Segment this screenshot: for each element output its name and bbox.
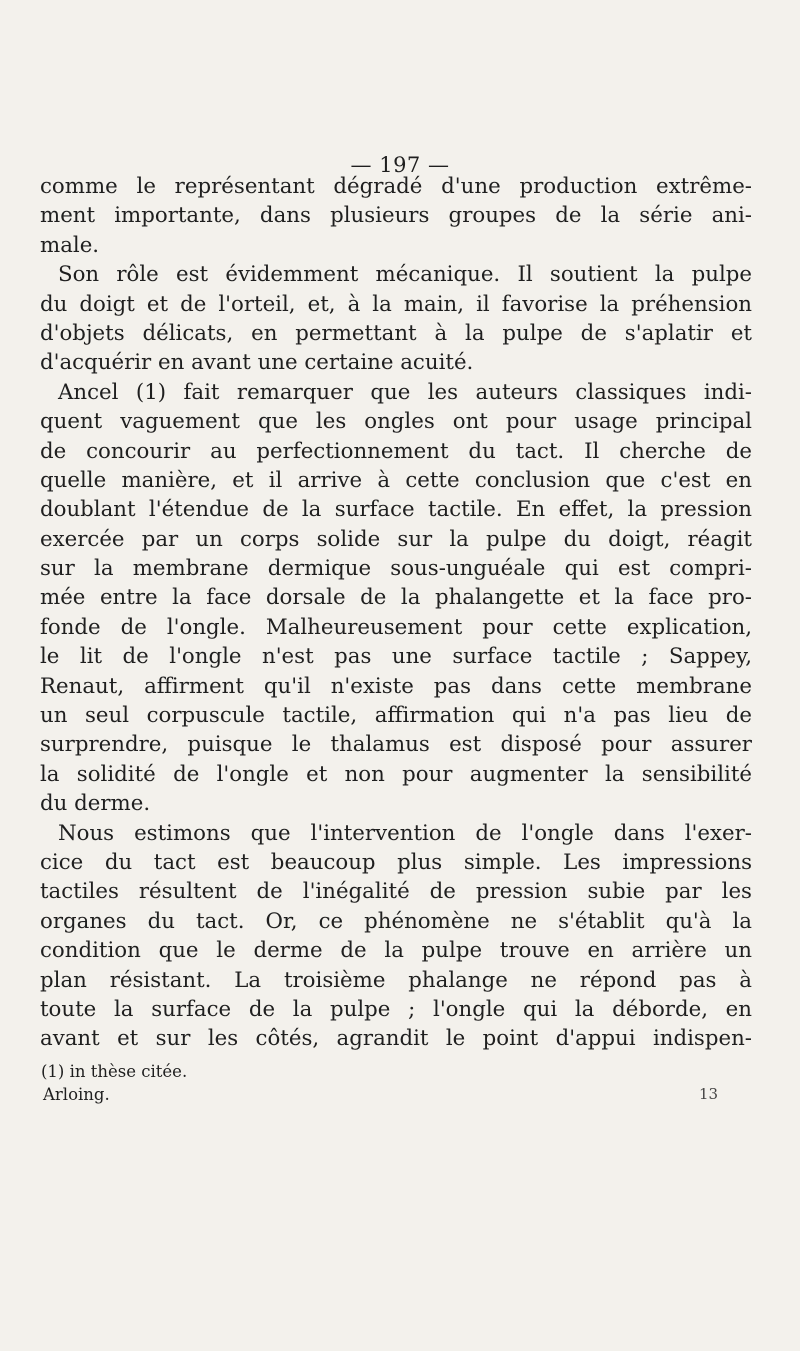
text-line: tactiles résultent de l'inégalité de pression subie par les xyxy=(40,879,752,905)
text-line: sur la membrane dermique sous-unguéale qui est compri- xyxy=(40,556,752,582)
footnote xyxy=(41,1060,719,1106)
text-line: toute la surface de la pulpe ; l'ongle qui la déborde, en xyxy=(40,996,752,1022)
text-line: avant et sur les côtés, agrandit le point d'appui indispen- xyxy=(40,1026,752,1052)
text-line: de concourir au perfectionnement du tact. Il cherche de xyxy=(40,438,752,464)
text-line: doublant l'étendue de la surface tactile. En effet, la pression xyxy=(40,497,752,523)
text-line: quent vaguement que les ongles ont pour usage principal xyxy=(40,409,752,435)
text-line: du derme. xyxy=(40,791,151,817)
text-line: du doigt et de l'orteil, et, à la main, il favorise la préhension xyxy=(40,291,752,317)
text-line: exercée par un corps solide sur la pulpe du doigt, réagit xyxy=(40,526,752,552)
text-line: Renaut, affirment qu'il n'existe pas dans cette membrane xyxy=(40,673,752,699)
text-line: male. xyxy=(40,232,100,258)
text-line: cice du tact est beaucoup plus simple. Les impressions xyxy=(40,849,752,875)
text-line: Ancel (1) fait remarquer que les auteurs classiques indi- xyxy=(58,379,752,405)
text-line: le lit de l'ongle n'est pas une surface tactile ; Sappey, xyxy=(40,644,752,670)
text-line: condition que le derme de la pulpe trouve en arrière un xyxy=(40,938,752,964)
text-line: fonde de l'ongle. Malheureusement pour cette explication, xyxy=(40,614,752,640)
text-line: d'acquérir en avant une certaine acuité. xyxy=(40,350,474,376)
text-line: surprendre, puisque le thalamus est disposé pour assurer xyxy=(40,732,752,758)
text-line: comme le représentant dégradé d'une production extrême- xyxy=(40,174,752,199)
text-line: un seul corpuscule tactile, affirmation qui n'a pas lieu de xyxy=(40,703,752,729)
footnote-text: (1) in thèse citée. xyxy=(41,1062,188,1081)
text-line: ment importante, dans plusieurs groupes de la série ani- xyxy=(40,203,752,229)
text-line: Nous estimons que l'intervention de l'ongle dans l'exer- xyxy=(58,820,752,846)
printer-signature: Arloing. xyxy=(43,1085,110,1104)
text-line: plan résistant. La troisième phalange ne répond pas à xyxy=(40,967,752,993)
sheet-mark: 13 xyxy=(699,1085,719,1103)
text-line: quelle manière, et il arrive à cette conclusion que c'est en xyxy=(40,467,752,493)
body-text xyxy=(40,172,752,1054)
text-line: la solidité de l'ongle et non pour augmenter la sensibilité xyxy=(40,761,752,787)
text-line: mée entre la face dorsale de la phalangette et la face pro- xyxy=(40,585,752,611)
text-line: Son rôle est évidemment mécanique. Il soutient la pulpe xyxy=(58,262,752,288)
page-number: — 197 — xyxy=(350,153,450,177)
text-line: d'objets délicats, en permettant à la pulpe de s'aplatir et xyxy=(40,320,752,346)
text-line: organes du tact. Or, ce phénomène ne s'établit qu'à la xyxy=(40,908,752,934)
